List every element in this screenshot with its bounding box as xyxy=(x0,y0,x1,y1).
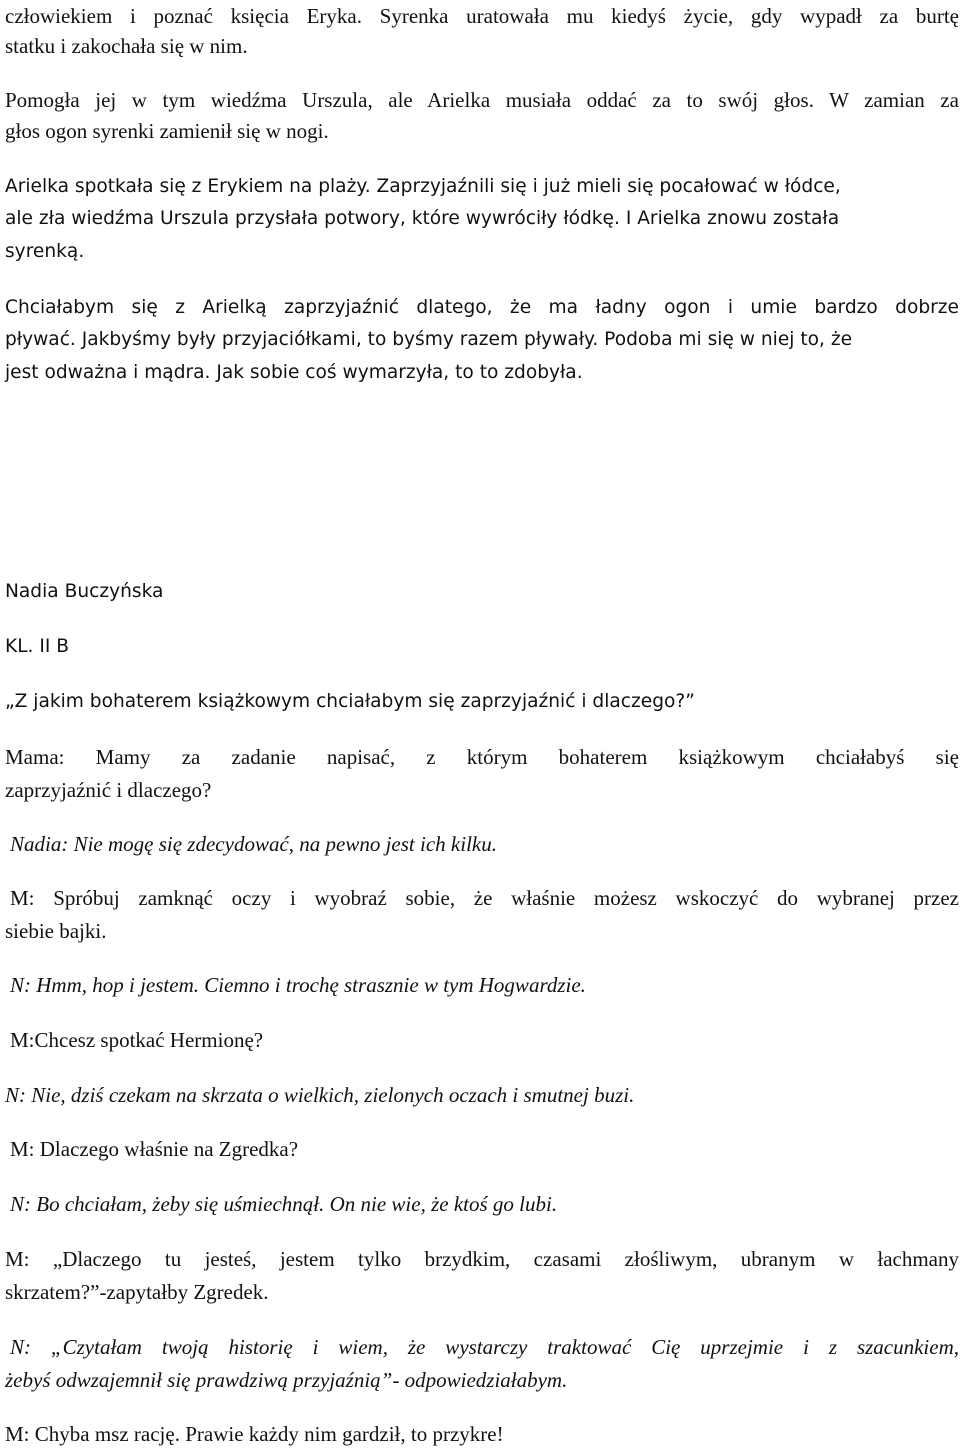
story-line: pływać. Jakbyśmy były przyjaciółkami, to byśmy razem pływały. Podoba mi się w niej to, że xyxy=(5,329,853,350)
dialogue-line: M: „Dlaczego tu jesteś, jestem tylko brzydkim, czasami złośliwym, ubranym w łachmany xyxy=(5,1247,959,1271)
story-line: jest odważna i mądra. Jak sobie coś wymarzyła, to to zdobyła. xyxy=(5,362,583,383)
dialogue-line: M: Chyba msz rację. Prawie każdy nim gardził, to przykre! xyxy=(5,1422,504,1446)
story-line: Arielka spotkała się z Erykiem na plaży. Zaprzyjaźnili się i już mieli się pocałować w łódce, xyxy=(5,176,841,197)
story-line: głos ogon syrenki zamienił się w nogi. xyxy=(5,119,329,143)
class-label: KL. II B xyxy=(5,636,70,657)
essay-title: „Z jakim bohaterem książkowym chciałabym się zaprzyjaźnić i dlaczego?” xyxy=(5,691,695,712)
dialogue-line: M: Dlaczego właśnie na Zgredka? xyxy=(10,1137,299,1161)
story-line: syrenką. xyxy=(5,241,85,262)
dialogue-line: Nadia: Nie mogę się zdecydować, na pewno jest ich kilku. xyxy=(10,832,497,856)
story-line: Pomogła jej w tym wiedźma Urszula, ale Arielka musiała oddać za to swój głos. W zamian za xyxy=(5,88,959,112)
dialogue-line: N: Hmm, hop i jestem. Ciemno i trochę strasznie w tym Hogwardzie. xyxy=(10,973,586,997)
dialogue-line: M: Spróbuj zamknąć oczy i wyobraź sobie, że właśnie możesz wskoczyć do wybranej przez xyxy=(10,886,959,910)
dialogue-line: N: Bo chciałam, żeby się uśmiechnął. On nie wie, że ktoś go lubi. xyxy=(10,1192,558,1216)
dialogue-line: żebyś odwzajemnił się prawdziwą przyjaźnią”- odpowiedziałabym. xyxy=(5,1368,568,1392)
dialogue-line: zaprzyjaźnić i dlaczego? xyxy=(5,778,212,802)
story-line: człowiekiem i poznać księcia Eryka. Syrenka uratowała mu kiedyś życie, gdy wypadł za burtę xyxy=(5,4,959,28)
dialogue-line: N: Nie, dziś czekam na skrzata o wielkich, zielonych oczach i smutnej buzi. xyxy=(5,1083,635,1107)
dialogue-line: skrzatem?”-zapytałby Zgredek. xyxy=(5,1280,269,1304)
author-name: Nadia Buczyńska xyxy=(5,581,164,602)
story-line: statku i zakochała się w nim. xyxy=(5,34,248,58)
dialogue-line: Mama: Mamy za zadanie napisać, z którym bohaterem książkowym chciałabyś się xyxy=(5,745,959,769)
dialogue-line: siebie bajki. xyxy=(5,919,107,943)
dialogue-line: M:Chcesz spotkać Hermionę? xyxy=(10,1028,264,1052)
story-line: ale zła wiedźma Urszula przysłała potwory, które wywróciły łódkę. I Arielka znowu została xyxy=(5,208,840,229)
dialogue-line: N: „Czytałam twoją historię i wiem, że wystarczy traktować Cię uprzejmie i z szacunkiem, xyxy=(10,1335,959,1359)
story-line: Chciałabym się z Arielką zaprzyjaźnić dlatego, że ma ładny ogon i umie bardzo dobrze xyxy=(5,297,959,318)
